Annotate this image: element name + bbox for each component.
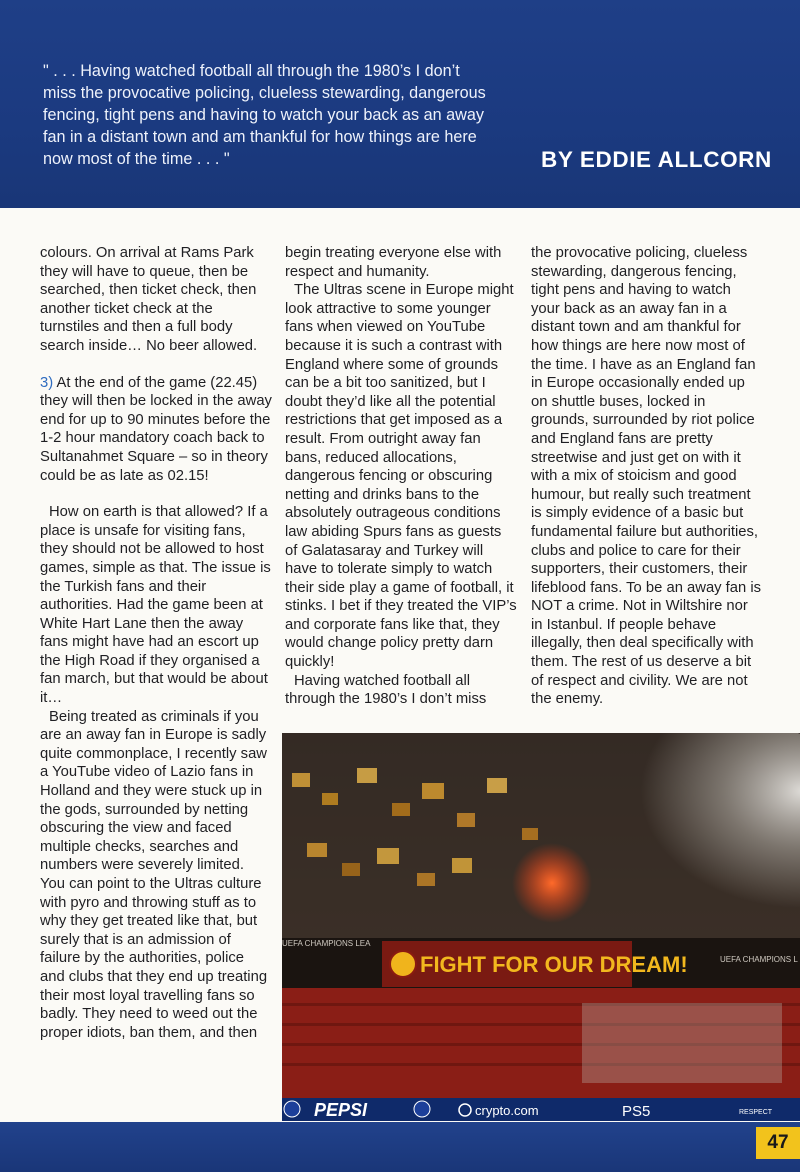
paragraph: Being treated as criminals if you are an away fan in Europe is sadly quite commonplace, I recently saw a YouTube video of Lazio fans in Holland and they were stuck up in the gods, surrounded by netting obscuring the view and faced multiple checks, searches and numbers were severely limited. You can point to the Ultras culture with pyro and throwing stuff as to why they get treated like that, but surely that is an admission of failure by the authorities, police and clubs that they end up treating their most loyal travelling fans so badly. They need to weed out the proper idiots, ban them, and then — [40, 708, 268, 1041]
paragraph — [40, 374, 272, 486]
ad-ps5: PS5 — [622, 1103, 651, 1120]
ad-crypto: crypto.com — [475, 1103, 539, 1118]
byline: BY EDDIE ALLCORN — [541, 147, 772, 172]
pepsi-logo-icon — [414, 1101, 430, 1117]
paragraph: How on earth is that allowed? If a place is unsafe for visiting fans, they should not be allowed to host games, simple as that. The issue is the Turkish fans and their authorities. Had the game been at White Hart Lane then the away fans might have had an escort up the High Road if they organised a fan march, but that would be about it… — [40, 504, 271, 707]
header-banner — [0, 0, 800, 208]
ad-pepsi: PEPSI — [314, 1100, 368, 1120]
pepsi-logo-icon — [284, 1101, 300, 1117]
banner-small-label: UEFA CHAMPIONS LEA — [282, 939, 371, 948]
flare-glow — [512, 843, 592, 923]
pull-quote: " . . . Having watched football all through the 1980’s I don’t miss the provocative policing, clueless stewarding, dangerous fencing, tight pens and having to watch your back as an away fan in a distant town and am thankful for how things are here now most of the time . . . " — [43, 62, 486, 168]
article-column-1 — [40, 244, 272, 1042]
paragraph: Having watched football all through the 1980’s I don’t miss — [285, 672, 487, 708]
ad-respect: RESPECT — [739, 1109, 773, 1116]
club-crest-icon — [390, 951, 416, 977]
page-number: 47 — [756, 1127, 800, 1159]
paragraph: The Ultras scene in Europe might look attractive to some younger fans when viewed on YouTube because it is such a contrast with England where some of grounds can be a bit too sanitized, but I doubt they’d like all the potential restrictions that get imposed as a result. From outright away fan bans, reduced allocations, dangerous fencing or obscuring netting and drinks bans to the absolutely outrageous conditions law abiding Spurs fans as guests of Galatasaray and Turkey will have to tolerate simply to watch their side play a game of football, it stinks. I bet if they treated the VIP’s and corporate fans like that, they would change policy pretty darn quickly! — [285, 282, 517, 671]
paragraph: colours. On arrival at Rams Park they will have to queue, then be searched, then ticket check, then another ticket check at the turnstiles and then a full body search inside… No beer allowed. — [40, 245, 258, 354]
paragraph: the provocative policing, clueless stewarding, dangerous fencing, tight pens and having to watch your back as an away fan in a distant town and am thankful for how things are here now most of the time. I have as an England fan in Europe occasionally ended up on shuttle buses, locked in grounds, surrounded by riot police and England fans are pretty streetwise and just get on with it with a mix of stoicism and good humour, but really such treatment is simply evidence of a basic but fundamental failure but authorities, clubs and police to care for their supporters, their customers, their lifeblood fans. To be an away fan is NOT a crime. Not in Wiltshire nor in Istanbul. If people behave illegally, then deal specifically with them. The rest of us deserve a bit of respect and civility. We are not the enemy. — [531, 245, 762, 708]
article-column-3 — [531, 244, 763, 709]
paragraph: begin treating everyone else with respect and humanity. — [285, 245, 502, 280]
paragraph-text: At the end of the game (22.45) they will then be locked in the away end for up to 90 minutes before the 1-2 hour mandatory coach back to Sultanahmet Square – so in theory could be as late as 02.15! — [40, 374, 272, 484]
banner-small-label-right: UEFA CHAMPIONS L — [720, 955, 798, 964]
footer-bar — [0, 1122, 800, 1172]
article-column-2 — [285, 244, 517, 709]
stadium-photo — [282, 733, 800, 1121]
list-number: 3) — [40, 374, 54, 391]
banner-text: FIGHT FOR OUR DREAM! — [420, 952, 688, 977]
